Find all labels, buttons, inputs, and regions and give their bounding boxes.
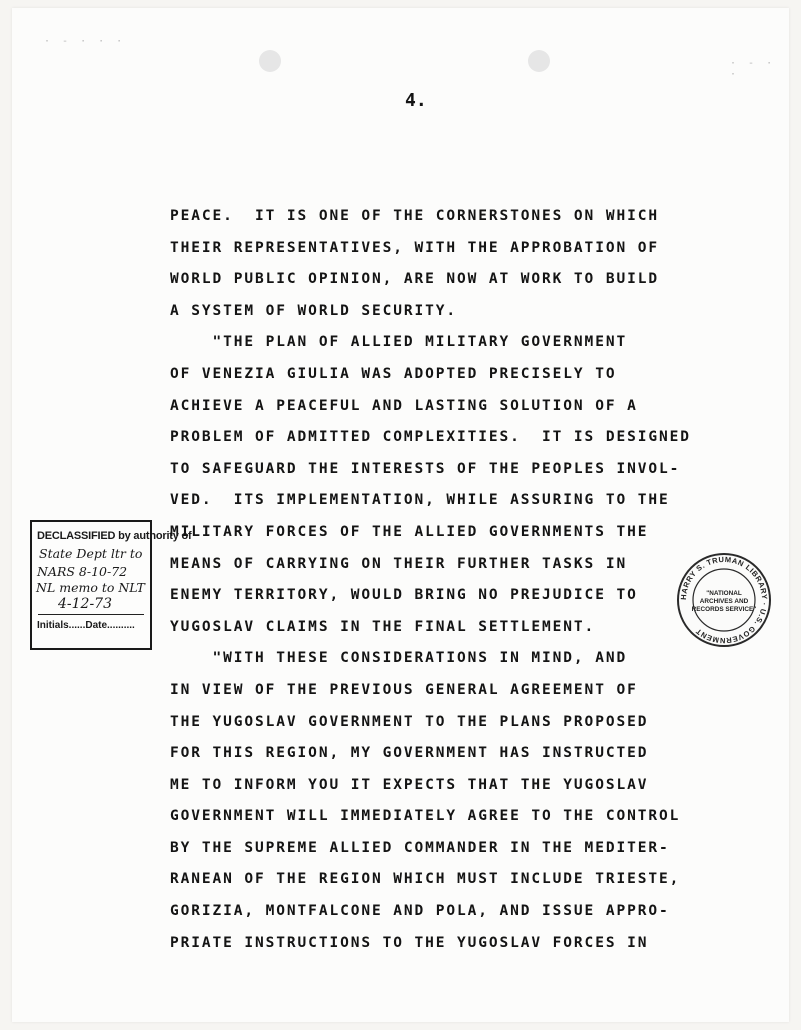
text-line: IN VIEW OF THE PREVIOUS GENERAL AGREEMENT OF bbox=[170, 681, 638, 698]
handwritten-line: NARS 8-10-72 bbox=[37, 564, 128, 579]
text-line: ENEMY TERRITORY, WOULD BRING NO PREJUDICE TO bbox=[170, 587, 638, 604]
text-line: VED. ITS IMPLEMENTATION, WHILE ASSURING TO THE bbox=[170, 492, 670, 509]
text-line: THEIR REPRESENTATIVES, WITH THE APPROBATION OF bbox=[170, 239, 659, 256]
text-line: A SYSTEM OF WORLD SECURITY. bbox=[170, 302, 458, 319]
text-line: WORLD PUBLIC OPINION, ARE NOW AT WORK TO BUILD bbox=[170, 271, 659, 288]
handwritten-line: State Dept ltr to bbox=[39, 546, 143, 561]
text-line: PRIATE INSTRUCTIONS TO THE YUGOSLAV FORCES IN bbox=[170, 934, 649, 951]
page-number: 4. bbox=[405, 90, 427, 111]
text-line: OF VENEZIA GIULIA WAS ADOPTED PRECISELY TO bbox=[170, 365, 617, 382]
text-line: ME TO INFORM YOU IT EXPECTS THAT THE YUGOSLAV bbox=[170, 776, 649, 793]
initials-date-label: Initials......Date.......... bbox=[37, 620, 135, 631]
body-text bbox=[170, 201, 710, 959]
text-line: GOVERNMENT WILL IMMEDIATELY AGREE TO THE CONTROL bbox=[170, 808, 681, 825]
faint-marks-left: · - · · · bbox=[44, 36, 126, 47]
text-line: "WITH THESE CONSIDERATIONS IN MIND, AND bbox=[170, 650, 628, 667]
text-line: BY THE SUPREME ALLIED COMMANDER IN THE MEDITER- bbox=[170, 839, 670, 856]
faint-marks-right: · - · · bbox=[730, 58, 776, 80]
punch-hole-right bbox=[528, 50, 550, 72]
text-line: YUGOSLAV CLAIMS IN THE FINAL SETTLEMENT. bbox=[170, 618, 596, 635]
declassification-stamp bbox=[30, 520, 192, 650]
signature-underline bbox=[38, 614, 144, 615]
text-line: RANEAN OF THE REGION WHICH MUST INCLUDE TRIESTE, bbox=[170, 871, 681, 888]
text-line: TO SAFEGUARD THE INTERESTS OF THE PEOPLES INVOL- bbox=[170, 460, 681, 477]
text-line: PEACE. IT IS ONE OF THE CORNERSTONES ON WHICH bbox=[170, 208, 659, 224]
seal-center-text: "NATIONAL ARCHIVES AND RECORDS SERVICE" bbox=[691, 590, 757, 613]
archive-seal-stamp bbox=[676, 552, 772, 648]
text-line: THE YUGOSLAV GOVERNMENT TO THE PLANS PROPOSED bbox=[170, 713, 649, 730]
seal-ring-text: HARRY S. TRUMAN LIBRARY · U.S. GOVERNMENT bbox=[678, 554, 770, 646]
punch-hole-left bbox=[259, 50, 281, 72]
text-line: MEANS OF CARRYING ON THEIR FURTHER TASKS IN bbox=[170, 555, 628, 572]
declassified-label: DECLASSIFIED by authority of bbox=[37, 530, 192, 542]
text-line: "THE PLAN OF ALLIED MILITARY GOVERNMENT bbox=[170, 334, 628, 351]
text-line: GORIZIA, MONTFALCONE AND POLA, AND ISSUE APPRO- bbox=[170, 903, 670, 920]
text-line: ACHIEVE A PEACEFUL AND LASTING SOLUTION OF A bbox=[170, 397, 638, 414]
handwritten-line: NL memo to NLT bbox=[36, 580, 145, 595]
text-line: FOR THIS REGION, MY GOVERNMENT HAS INSTRUCTED bbox=[170, 745, 649, 762]
text-line: MILITARY FORCES OF THE ALLIED GOVERNMENTS THE bbox=[170, 523, 649, 540]
handwritten-line: 4-12-73 bbox=[58, 596, 112, 612]
text-line: PROBLEM OF ADMITTED COMPLEXITIES. IT IS DESIGNED bbox=[170, 429, 691, 446]
